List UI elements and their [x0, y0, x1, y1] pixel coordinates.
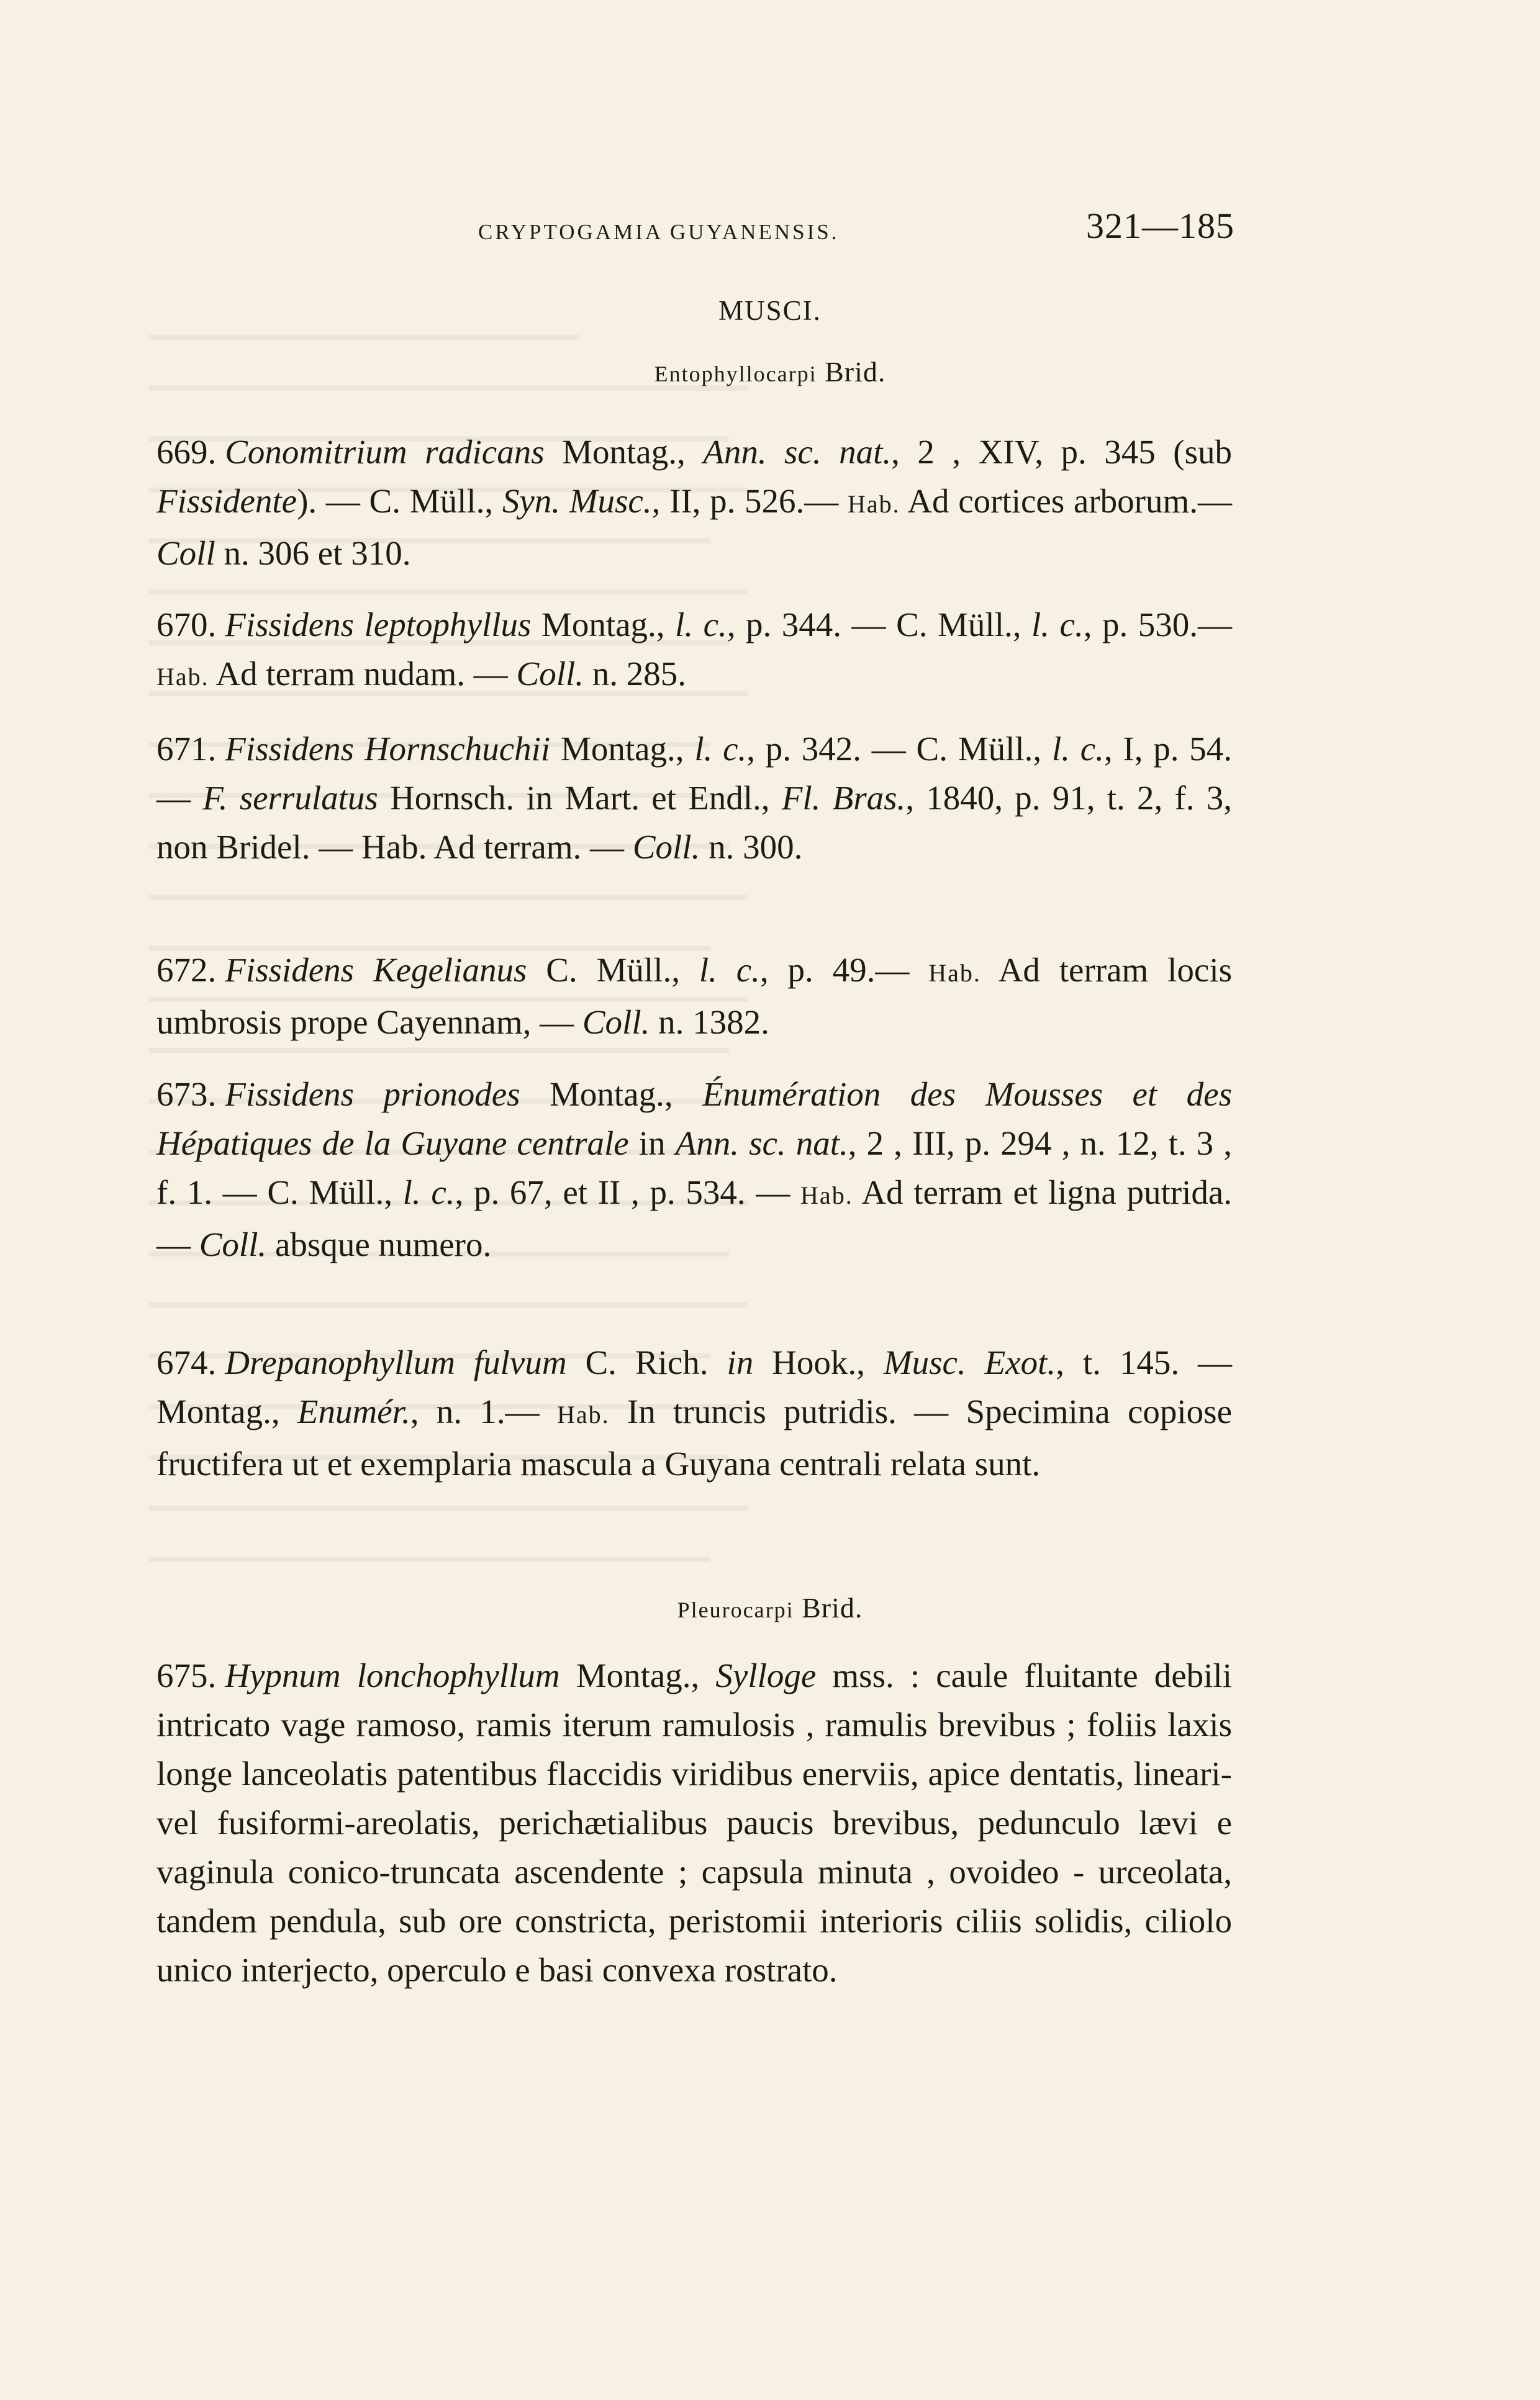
- subsection-author: Brid.: [802, 1592, 863, 1624]
- entry-text: n. 306 et 310.: [215, 534, 411, 572]
- entry-text: Montag.,: [544, 433, 704, 471]
- entry-number: 675.: [156, 1657, 217, 1694]
- entry-text: , t. 145. — Montag.,: [156, 1343, 1233, 1430]
- subsection-author: Brid.: [825, 356, 886, 388]
- entry-text: C. Müll.,: [527, 951, 699, 989]
- collection-label: Coll.: [199, 1225, 267, 1263]
- entry-671: [156, 724, 1232, 871]
- entry-text: Montag.,: [531, 606, 676, 643]
- entry-672: [156, 945, 1232, 1047]
- citation-italic: l. c.: [675, 606, 727, 643]
- entry-675: [156, 1651, 1232, 1994]
- entry-text: , p. 344. — C. Müll.,: [727, 606, 1032, 643]
- entry-text: , I, p. 54. —: [156, 730, 1232, 817]
- citation-italic: Syn. Musc.: [502, 482, 652, 520]
- species-name: Fissidens Kegelianus: [225, 951, 527, 989]
- entry-674: [156, 1338, 1232, 1488]
- entry-number: 673.: [156, 1075, 217, 1113]
- subsection-name: Pleurocarpi: [677, 1598, 794, 1622]
- entry-number: 669.: [156, 433, 217, 471]
- entry-text: , p. 49.—: [759, 951, 929, 989]
- entry-text: Montag.,: [559, 1657, 716, 1694]
- entry-text: , 2 , III, p. 294 , n. 12, t. 3 , f. 1. — C. Müll.,: [156, 1124, 1232, 1211]
- citation-italic: Fissidente: [156, 482, 297, 520]
- habitat-label: Hab.: [156, 663, 209, 691]
- subsection-entophyllocarpi: [0, 355, 1540, 388]
- entry-text: In truncis putridis. — Specimina copiose fructifera ut et exemplaria mascula a Guyana centrali relata sunt.: [156, 1393, 1232, 1483]
- entry-text: ). — C. Müll.,: [297, 482, 502, 520]
- citation-italic: l. c.: [694, 730, 747, 768]
- entry-text: in: [628, 1124, 676, 1162]
- species-name: Fissidens prionodes: [225, 1075, 520, 1113]
- collection-label: Coll.: [582, 1003, 650, 1041]
- habitat-label: Hab.: [848, 490, 900, 518]
- entry-673: [156, 1070, 1232, 1269]
- subsection-name: Entophyllocarpi: [654, 361, 817, 386]
- synonym-italic: F. serrulatus: [202, 779, 378, 817]
- citation-italic: in: [727, 1343, 754, 1381]
- entry-text: n. 285.: [584, 655, 687, 693]
- entry-670: [156, 600, 1232, 701]
- entry-text: Ad terram locis umbrosis prope Cayennam, —: [156, 951, 1233, 1041]
- entry-text: , II, p. 526.—: [651, 482, 848, 520]
- entry-text: n. 300.: [700, 828, 803, 866]
- section-title: MUSCI.: [718, 295, 822, 326]
- entry-text: , 1840, p. 91, t. 2, f. 3, non Bridel. — Hab. Ad terram. —: [156, 779, 1232, 866]
- entry-text: n. 1382.: [650, 1003, 769, 1041]
- collection-label: Coll.: [516, 655, 584, 693]
- citation-italic: Musc. Exot.: [883, 1343, 1056, 1381]
- entry-text: , p. 342. — C. Müll.,: [746, 730, 1052, 768]
- entry-669: [156, 427, 1232, 578]
- entry-text: Ad cortices arborum.—: [900, 482, 1232, 520]
- species-name: Fissidens Hornschuchii: [225, 730, 551, 768]
- entry-text: Hornsch. in Mart. et Endl.,: [378, 779, 782, 817]
- entry-text: Ad terram et ligna putrida. —: [156, 1173, 1233, 1263]
- subsection-pleurocarpi: [0, 1591, 1540, 1624]
- entry-text: mss. : caule fluitante debili intricato vage ramoso, ramis iterum ramulosis , ramulis brevibus ; foliis laxis longe lanceolatis patentibus flaccidis viridibus enerviis, apice dentatis, lineari-vel fusiformi-areolatis, perichætialibus paucis brevibus, pedunculo lævi e vaginula conico-truncata ascendente ; capsula minuta , ovoideo - urceolata, tandem pendula, sub ore constricta, peristomii interioris ciliis solidis, ciliolo unico interjecto, operculo e basi convexa rostrato.: [156, 1657, 1232, 1989]
- entry-text: , n. 1.—: [410, 1393, 557, 1430]
- species-name: Conomitrium radicans: [225, 433, 545, 471]
- citation-italic: l. c.: [1051, 730, 1104, 768]
- habitat-label: Hab.: [800, 1181, 853, 1209]
- citation-italic: Enumér.: [297, 1393, 410, 1430]
- entry-text: Hook.,: [753, 1343, 884, 1381]
- running-head: CRYPTOGAMIA GUYANENSIS.: [478, 220, 840, 244]
- entry-number: 674.: [156, 1343, 217, 1381]
- species-name: Drepanophyllum fulvum: [225, 1343, 567, 1381]
- species-name: Fissidens leptophyllus: [225, 606, 532, 643]
- citation-italic: Fl. Bras.: [781, 779, 906, 817]
- entry-number: 671.: [156, 730, 217, 768]
- entry-text: , p. 67, et II , p. 534. —: [455, 1173, 801, 1211]
- entry-text: , p. 530.—: [1083, 606, 1233, 643]
- entry-text: Ad terram nudam. —: [209, 655, 517, 693]
- entry-text: Montag.,: [520, 1075, 703, 1113]
- citation-italic: Ann. sc. nat.: [703, 433, 892, 471]
- citation-italic: l. c.: [402, 1173, 455, 1211]
- citation-italic: Ann. sc. nat.: [675, 1124, 848, 1162]
- citation-italic: l. c.: [1031, 606, 1084, 643]
- entry-text: , 2 , XIV, p. 345 (sub: [891, 433, 1232, 471]
- entry-number: 670.: [156, 606, 217, 643]
- page-number: 321—185: [1086, 206, 1234, 246]
- collection-label: Coll: [156, 534, 215, 572]
- habitat-label: Hab.: [556, 1401, 610, 1429]
- citation-italic: l. c.: [699, 951, 760, 989]
- entry-text: absque numero.: [266, 1225, 492, 1263]
- entry-text: Montag.,: [550, 730, 695, 768]
- habitat-label: Hab.: [928, 959, 981, 987]
- species-name: Hypnum lonchophyllum: [225, 1657, 560, 1694]
- entry-text: C. Rich.: [566, 1343, 727, 1381]
- collection-label: Coll.: [632, 828, 700, 866]
- citation-italic: Énumération des Mousses et des Hépatiques de la Guyane centrale: [156, 1075, 1232, 1162]
- entry-number: 672.: [156, 951, 217, 989]
- citation-italic: Sylloge: [715, 1657, 817, 1694]
